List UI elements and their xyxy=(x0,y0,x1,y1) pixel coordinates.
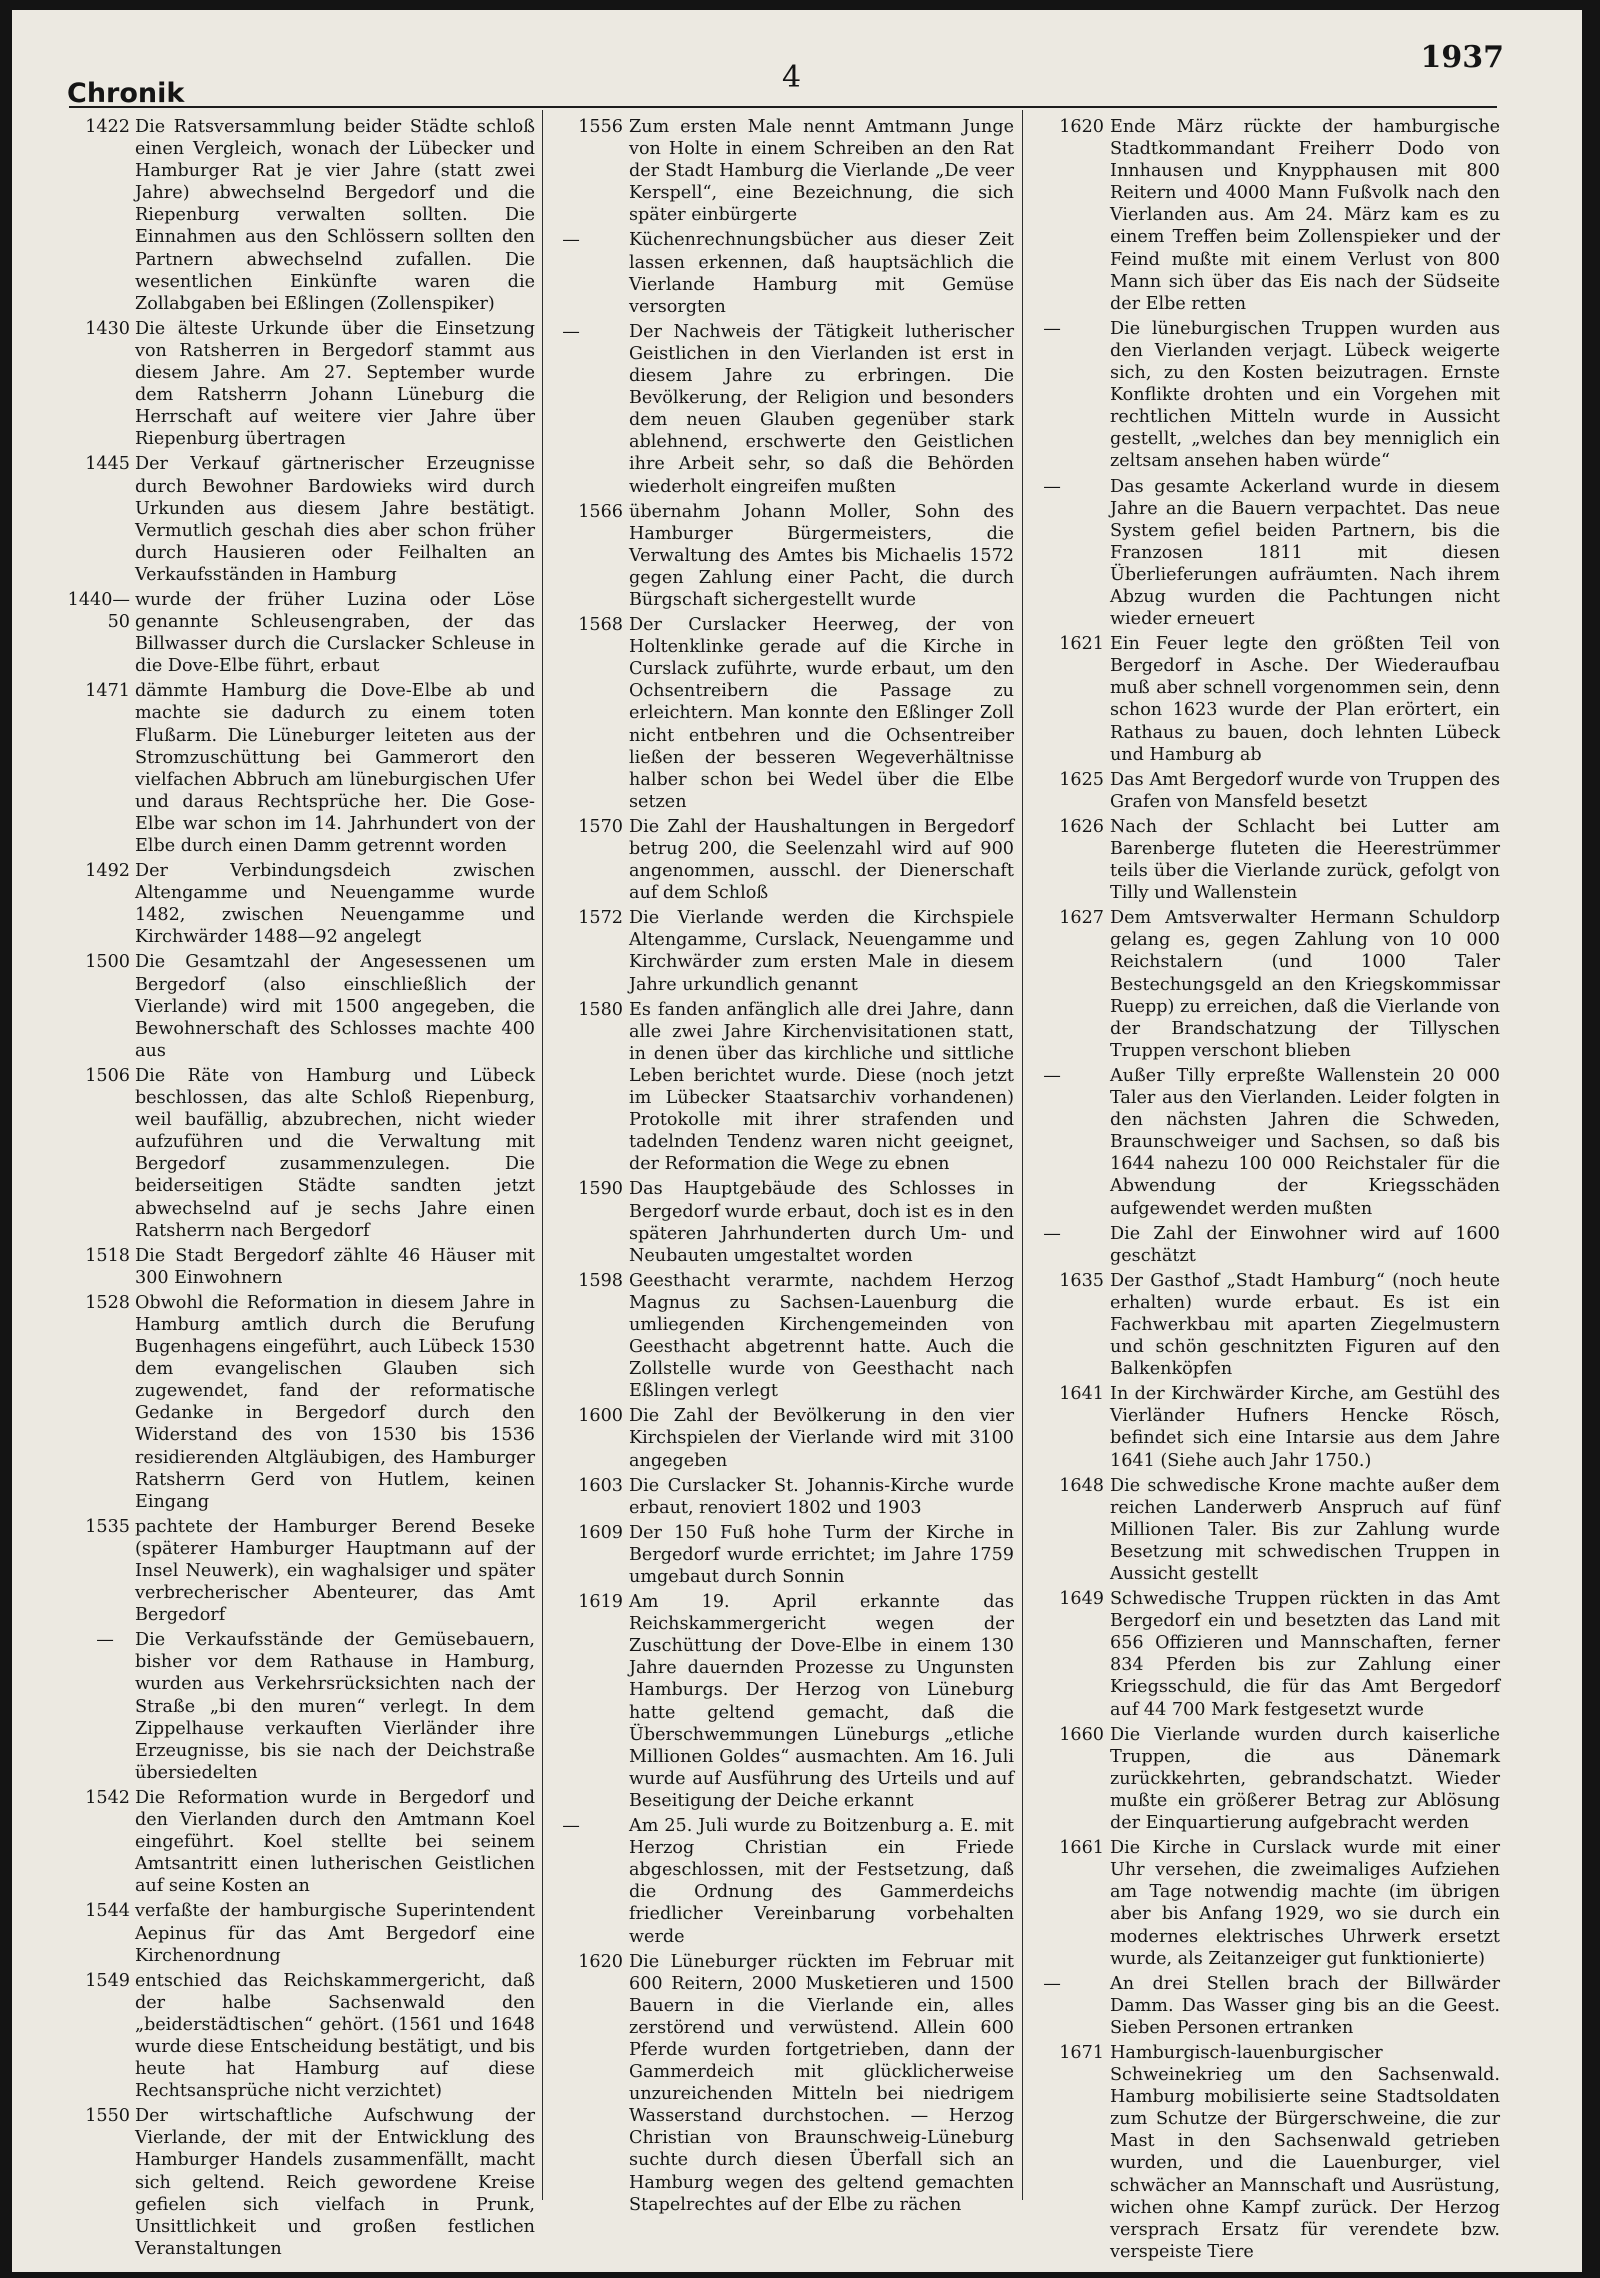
chronicle-entry xyxy=(549,1475,1014,1519)
entry-text: Nach der Schlacht bei Lutter am Barenberge fluteten die Heerestrümmer teils über die Vierlande zurück, gefolgt von Tilly und Wallenstein xyxy=(1110,816,1500,904)
chronicle-entry xyxy=(50,680,535,857)
entry-text: Die Gesamtzahl der Angesessenen um Bergedorf (also einschließlich der Vierlande) wird mit 1500 angegeben, die Bewohnerschaft des Schlosses machte 400 aus xyxy=(135,952,535,1061)
entry-text: Der wirtschaftliche Aufschwung der Vierlande, der mit der Entwicklung des Hamburger Handels zusammenfällt, macht sich geltend. Reich gewordene Kreise gefielen sich vielfach in Prunk, Unsittlichkeit und großen festlichen Veranstaltungen xyxy=(135,2106,535,2259)
entry-year: 1550 xyxy=(85,2106,130,2127)
entry-text: Die Reformation wurde in Bergedorf und den Vierlanden durch den Amtmann Koel eingeführt. Koel stellte bei seinem Amtsantritt einen lutherischen Geistlichen auf seine Kosten an xyxy=(135,1787,535,1897)
entry-text: Hamburgisch-lauenburgischer Schweinekrieg um den Sachsenwald. Hamburg mobilisierte seine Stadtsoldaten zum Schutze der Bürgerschweine, die zur Mast in den Sachsenwald getrieben wurden, und die Lauenburger, viel schwächer an Mannschaft und Ausrüstung, wichen ohne Kampf zurück. Der Herzog versprach Ersatz für verendete bzw. verspeiste Tiere xyxy=(1110,2042,1500,2262)
chronicle-entry xyxy=(1030,816,1500,904)
entry-year: 1660 xyxy=(1059,1724,1104,1745)
chronicle-entry xyxy=(549,1270,1014,1403)
chronicle-entry xyxy=(1030,2042,1500,2263)
entry-year: 1518 xyxy=(85,1245,130,1266)
chronicle-entry xyxy=(50,2105,535,2260)
chronicle-entry xyxy=(1030,1588,1500,1721)
entry-year: 1440—50 xyxy=(67,589,130,633)
chronicle-entry xyxy=(50,860,535,948)
chronicle-entry xyxy=(1030,633,1500,766)
chronicle-entry xyxy=(1030,1065,1500,1220)
entry-text: Die Verkaufsstände der Gemüsebauern, bisher vor dem Rathause in Hamburg, wurden aus Verkehrsrücksichten nach der Straße „bi den muren“ verlegt. In dem Zippelhause verkauften Vierländer ihre Erzeugnisse, bis sie nach der Deichstraße übersiedelten xyxy=(135,1630,535,1783)
chronicle-entry xyxy=(1030,1223,1500,1267)
chronicle-entry xyxy=(549,1815,1014,1948)
entry-year: — xyxy=(562,1816,580,1837)
entry-year: 1570 xyxy=(578,816,623,837)
column-divider xyxy=(542,110,543,2200)
chronicle-entry xyxy=(1030,116,1500,315)
entry-year: 1544 xyxy=(85,1901,130,1922)
chronicle-entry xyxy=(1030,1270,1500,1380)
entry-text: Zum ersten Male nennt Amtmann Junge von Holte in einem Schreiben an den Rat der Stadt Hamburg die Vierlande „De veer Kerspell“, eine Bezeichnung, die sich später einbürgerte xyxy=(629,117,1014,226)
entry-text: Der Curslacker Heerweg, der von Holtenklinke gerade auf die Kirche in Curslack zuführte, wurde erbaut, um den Ochsentreibern die Passage zu erleichtern. Man konnte den Eßlinger Zoll nicht entbehren und die Ochsentreiber ließen der besseren Wegeverhältnisse halber schon bei Wedel über die Elbe setzen xyxy=(629,615,1014,812)
entry-year: 1422 xyxy=(85,117,130,137)
chronicle-entry xyxy=(50,1629,535,1784)
entry-text: Der 150 Fuß hohe Turm der Kirche in Bergedorf wurde errichtet; im Jahre 1759 umgebaut durch Sonnin xyxy=(629,1522,1014,1587)
column-2 xyxy=(549,116,1014,2219)
entry-text: Die schwedische Krone machte außer dem reichen Landerwerb Anspruch auf fünf Millionen Taler. Bis zur Zahlung wurde Besetzung mit schwedischen Truppen in Aussicht gestellt xyxy=(1110,1475,1500,1584)
entry-year: 1620 xyxy=(1059,117,1104,137)
page-number: 4 xyxy=(782,60,802,95)
chronicle-entry xyxy=(50,453,535,586)
chronicle-entry xyxy=(1030,1475,1500,1585)
chronicle-entry xyxy=(549,907,1014,995)
entry-text: Küchenrechnungsbücher aus dieser Zeit lassen erkennen, daß hauptsächlich die Vierlande Hamburg mit Gemüse versorgten xyxy=(629,230,1014,317)
entry-year: — xyxy=(562,230,580,251)
entry-year: 1500 xyxy=(85,952,130,973)
column-divider xyxy=(1022,110,1023,2200)
entry-text: übernahm Johann Moller, Sohn des Hamburger Bürgermeisters, die Verwaltung des Amtes bis Michaelis 1572 gegen Zahlung einer Pacht, die durch Bürgschaft sichergestellt wurde xyxy=(629,501,1014,610)
entry-text: Die Zahl der Bevölkerung in den vier Kirchspielen der Vierlande wird mit 3100 angegeben xyxy=(629,1406,1014,1471)
section-title: Chronik xyxy=(67,78,185,109)
chronicle-entry xyxy=(549,1405,1014,1471)
entry-year: 1627 xyxy=(1059,908,1104,929)
year-heading: 1937 xyxy=(1420,40,1504,75)
chronicle-entry xyxy=(50,1245,535,1289)
chronicle-entry xyxy=(1030,1973,1500,2039)
entry-text: Dem Amtsverwalter Hermann Schuldorp gelang es, gegen Zahlung von 10 000 Reichstalern (und 1000 Taler Bestechungsgeld an den Kriegskommissar Ruepp) zu erreichen, daß die Vierlande von der Brandschatzung der Tillyschen Truppen verschont blieben xyxy=(1110,908,1500,1061)
chronicle-entry xyxy=(50,1065,535,1242)
chronicle-entry xyxy=(50,951,535,1061)
entry-text: Das gesamte Ackerland wurde in diesem Jahre an die Bauern verpachtet. Das neue System gefiel beiden Partnern, bis die Franzosen 1811 mit diesen Überlieferungen aufräumten. Nach ihrem Abzug wurden die Pachtungen nicht wieder erneuert xyxy=(1110,476,1500,630)
entry-year: 1492 xyxy=(85,861,130,882)
entry-year: 1568 xyxy=(578,615,623,636)
entry-text: Der Verkauf gärtnerischer Erzeugnisse durch Bewohner Bardowieks wird durch Urkunden aus diesem Jahre bestätigt. Vermutlich geschah dies aber schon früher durch Hausieren oder Feilhalten an Verkaufsständen in Hamburg xyxy=(135,454,535,585)
chronicle-entry xyxy=(1030,1837,1500,1970)
chronicle-entry xyxy=(50,1970,535,2103)
entry-year: 1635 xyxy=(1059,1270,1104,1291)
entry-year: 1598 xyxy=(578,1270,623,1291)
entry-text: wurde der früher Luzina oder Löse genannte Schleusengraben, der das Billwasser durch die Curslacker Schleuse in die Dove-Elbe führt, erbaut xyxy=(135,589,535,677)
chronicle-entry xyxy=(50,1516,535,1626)
entry-year: 1566 xyxy=(578,501,623,522)
entry-text: Der Nachweis der Tätigkeit lutherischer Geistlichen in den Vierlanden ist erst in diesem Jahre zu erbringen. Die Bevölkerung, der Religion und besonders dem neuen Glauben gegenüber stark ablehnend, erschwerte den Geistlichen ihre Arbeit sehr, so daß die Behörden wiederholt eingreifen mußten xyxy=(629,321,1014,497)
chronicle-entry xyxy=(50,1292,535,1513)
chronicle-entry xyxy=(549,229,1014,317)
page-header xyxy=(67,38,1504,109)
header-rule xyxy=(69,106,1497,108)
entry-text: Obwohl die Reformation in diesem Jahre in Hamburg amtlich durch die Berufung Bugenhagens eingeführt, auch Lübeck 1530 dem evangelischen Glauben sich zugewendet, fand der reformatische Gedanke in Bergedorf durch den Widerstand des von 1530 bis 1536 residierenden Altgläubigen, des Hamburger Ratsherrn Gerd von Hutlem, keinen Eingang xyxy=(135,1292,535,1512)
chronicle-entry xyxy=(549,1951,1014,2216)
entry-year: — xyxy=(96,1630,114,1651)
entry-year: 1580 xyxy=(578,999,623,1020)
entry-year: 1671 xyxy=(1059,2042,1104,2063)
chronicle-entry xyxy=(1030,1724,1500,1834)
entry-text: An drei Stellen brach der Billwärder Damm. Das Wasser ging bis an die Geest. Sieben Personen ertranken xyxy=(1110,1973,1500,2038)
chronicle-entry xyxy=(549,1522,1014,1588)
entry-year: 1600 xyxy=(578,1406,623,1427)
chronicle-entry xyxy=(549,614,1014,813)
entry-text: Schwedische Truppen rückten in das Amt Bergedorf ein und besetzten das Land mit 656 Offizieren und Mannschaften, ferner 834 Pferden bis zur Zahlung einer Kriegsschuld, die für das Amt Bergedorf auf 44 700 Mark festgesetzt wurde xyxy=(1110,1589,1500,1720)
entry-text: Es fanden anfänglich alle drei Jahre, dann alle zwei Jahre Kirchenvisitationen statt, in denen über das kirchliche und sittliche Leben berichtet wurde. Diese (noch jetzt im Lübecker Staatsarchiv vorhandenen) Protokolle mit ihrer strafenden und tadelnden Tendenz waren nicht geeignet, der Reformation die Wege zu ebnen xyxy=(629,999,1014,1175)
entry-text: Das Hauptgebäude des Schlosses in Bergedorf wurde erbaut, doch ist es in den späteren Jahrhunderten durch Um- und Neubauten umgestaltet worden xyxy=(629,1179,1014,1266)
entry-text: Am 19. April erkannte das Reichskammergericht wegen der Zuschüttung der Dove-Elbe in einem 130 Jahre dauernden Prozesse zu Ungunsten Hamburgs. Der Herzog von Lüneburg hatte geltend gemacht, daß die Überschwemmungen Lüneburgs „etliche Millionen Goldes“ ausmachten. Am 16. Juli wurde auf Ausführung des Urteils und auf Beseitigung der Deiche erkannt xyxy=(629,1592,1014,1811)
chronicle-entry xyxy=(1030,1383,1500,1471)
entry-year: 1471 xyxy=(85,681,130,702)
newspaper-page xyxy=(12,10,1582,2272)
entry-year: 1648 xyxy=(1059,1475,1104,1496)
entry-text: Am 25. Juli wurde zu Boitzenburg a. E. mit Herzog Christian ein Friede abgeschlossen, mit der Festsetzung, daß die Ordnung des Gammerdeichs friedlicher Vereinbarung vorbehalten werde xyxy=(629,1816,1014,1947)
chronicle-entry xyxy=(1030,769,1500,813)
chronicle-entry xyxy=(1030,476,1500,631)
chronicle-entry xyxy=(549,816,1014,904)
entry-year: 1619 xyxy=(578,1592,623,1613)
entry-year: 1542 xyxy=(85,1787,130,1808)
entry-text: Die Vierlande wurden durch kaiserliche Truppen, die aus Dänemark zurückkehrten, gebrandschatzt. Wieder mußte ein größerer Betrag zur Ablösung der Einquartierung aufgebracht werden xyxy=(1110,1724,1500,1834)
entry-year: — xyxy=(1043,1973,1061,1994)
chronicle-entry xyxy=(549,501,1014,611)
entry-year: 1609 xyxy=(578,1522,623,1543)
chronicle-entry xyxy=(549,116,1014,226)
entry-text: Die Zahl der Haushaltungen in Bergedorf betrug 200, die Seelenzahl wird auf 900 angenommen, ausschl. der Dienerschaft auf dem Schloß xyxy=(629,816,1014,904)
entry-text: Die Stadt Bergedorf zählte 46 Häuser mit 300 Einwohnern xyxy=(135,1245,535,1288)
chronicle-entry xyxy=(1030,907,1500,1062)
entry-year: 1572 xyxy=(578,908,623,929)
entry-text: verfaßte der hamburgische Superintendent Aepinus für das Amt Bergedorf eine Kirchenordnung xyxy=(135,1901,535,1966)
chronicle-entry xyxy=(50,589,535,677)
entry-text: In der Kirchwärder Kirche, am Gestühl des Vierländer Hufners Hencke Rösch, befindet sich eine Intarsie aus dem Jahre 1641 (Siehe auch Jahr 1750.) xyxy=(1110,1384,1500,1471)
entry-text: entschied das Reichskammergericht, daß der halbe Sachsenwald den „beiderstädtischen“ gehört. (1561 und 1648 wurde diese Entscheidung bestätigt, und bis heute hat Hamburg auf diese Rechtsansprüche nicht verzichtet) xyxy=(135,1970,535,2102)
entry-year: 1506 xyxy=(85,1065,130,1086)
entry-text: Die Vierlande werden die Kirchspiele Altengamme, Curslack, Neuengamme und Kirchwärder zum ersten Male in diesem Jahre urkundlich genannt xyxy=(629,908,1014,995)
entry-year: 1626 xyxy=(1059,816,1104,837)
entry-year: 1649 xyxy=(1059,1589,1104,1610)
column-1 xyxy=(50,116,535,2263)
column-3 xyxy=(1030,116,1500,2266)
entry-text: Außer Tilly erpreßte Wallenstein 20 000 Taler aus den Vierlanden. Leider folgten in den nächsten Jahren die Schweden, Braunschweiger und Sachsen, so daß bis 1644 nahezu 100 000 Reichstaler für die Abwendung der Kriegsschäden aufgewendet werden mußten xyxy=(1110,1065,1500,1219)
entry-text: Die Lüneburger rückten im Februar mit 600 Reitern, 2000 Musketieren und 1500 Bauern in die Vierlande ein, alles zerstörend und verwüstend. Allein 600 Pferde wurden fortgetrieben, dann der Gammerdeich mit glücklicherweise unzureichenden Mitteln bei niedrigem Wasserstand durchstochen. — Herzog Christian von Braunschweig-Lüneburg suchte durch diesen Überfall sich an Hamburg wegen des geltend gemachten Stapelrechtes auf der Elbe zu rächen xyxy=(629,1951,1014,2215)
entry-text: Die Zahl der Einwohner wird auf 1600 geschätzt xyxy=(1110,1223,1500,1266)
chronicle-entry xyxy=(1030,318,1500,473)
entry-text: Das Amt Bergedorf wurde von Truppen des Grafen von Mansfeld besetzt xyxy=(1110,769,1500,812)
entry-text: Die Räte von Hamburg und Lübeck beschlossen, das alte Schloß Riepenburg, weil baufällig, abzubrechen, nicht wieder aufzuführen und die Verwaltung mit Bergedorf zusammenzulegen. Die beiderseitigen Städte sandten jetzt abwechselnd auf je sechs Jahre einen Ratsherrn nach Bergedorf xyxy=(135,1065,535,1241)
entry-text: Der Verbindungsdeich zwischen Altengamme und Neuengamme wurde 1482, zwischen Neuengamme und Kirchwärder 1488—92 angelegt xyxy=(135,861,535,948)
entry-year: 1430 xyxy=(85,318,130,339)
entry-year: 1445 xyxy=(85,454,130,475)
entry-year: 1603 xyxy=(578,1475,623,1496)
entry-year: — xyxy=(562,321,580,342)
entry-year: 1620 xyxy=(578,1951,623,1972)
chronicle-entry xyxy=(50,318,535,451)
entry-text: pachtete der Hamburger Berend Beseke (späterer Hamburger Hauptmann auf der Insel Neuwerk), ein waghalsiger und später verbrecherischer Abenteurer, das Amt Bergedorf xyxy=(135,1516,535,1626)
entry-text: Die Kirche in Curslack wurde mit einer Uhr versehen, die zweimaliges Aufziehen am Tage notwendig machte (im übrigen aber bis Anfang 1929, wo sie durch ein modernes elektrisches Uhrwerk ersetzt wurde, als Zeitanzeiger gut funktionierte) xyxy=(1110,1838,1500,1969)
entry-text: Die älteste Urkunde über die Einsetzung von Ratsherren in Bergedorf stammt aus diesem Jahre. Am 27. September wurde dem Ratsherrn Johann Lüneburg die Herrschaft auf weitere vier Jahre über Riepenburg übertragen xyxy=(135,318,535,450)
entry-text: Ein Feuer legte den größten Teil von Bergedorf in Asche. Der Wiederaufbau muß aber schnell vorgenommen sein, denn schon 1623 wurde der Plan erörtert, ein Rathaus zu bauen, doch lehnten Lübeck und Hamburg ab xyxy=(1110,634,1500,765)
entry-year: — xyxy=(1043,476,1061,497)
chronicle-entry xyxy=(50,1900,535,1966)
chronicle-entry xyxy=(50,1787,535,1897)
chronicle-entry xyxy=(549,1178,1014,1266)
entry-text: Ende März rückte der hamburgische Stadtkommandant Freiherr Dodo von Innhausen und Knypphausen mit 800 Reitern und 4000 Mann Fußvolk nach den Vierlanden aus. Am 24. März kam es zu einem Treffen beim Zollenspieker und der Feind mußte mit einem Verlust von 800 Mann sich über das Eis nach der Südseite der Elbe retten xyxy=(1110,117,1500,314)
entry-text: dämmte Hamburg die Dove-Elbe ab und machte sie dadurch zu einem toten Flußarm. Die Lüneburger leiteten aus der Stromzuschüttung bei Gammerort den vielfachen Abbruch am lüneburgischen Ufer und daraus Rechtsprüche her. Die Gose-Elbe war schon im 14. Jahrhundert von der Elbe durch einen Damm getrennt worden xyxy=(135,681,535,856)
entry-year: 1621 xyxy=(1059,634,1104,655)
entry-year: 1590 xyxy=(578,1179,623,1200)
entry-year: 1549 xyxy=(85,1970,130,1991)
entry-year: — xyxy=(1043,1223,1061,1244)
entry-text: Der Gasthof „Stadt Hamburg“ (noch heute erhalten) wurde erbaut. Es ist ein Fachwerkbau mit aparten Ziegelmustern und schön geschnitzten Figuren auf den Balkenköpfen xyxy=(1110,1270,1500,1380)
entry-year: 1528 xyxy=(85,1292,130,1313)
entry-year: 1535 xyxy=(85,1516,130,1537)
entry-text: Die Curslacker St. Johannis-Kirche wurde erbaut, renoviert 1802 und 1903 xyxy=(629,1475,1014,1518)
chronicle-entry xyxy=(50,116,535,315)
entry-year: 1625 xyxy=(1059,769,1104,790)
entry-year: — xyxy=(1043,318,1061,339)
chronicle-entry xyxy=(549,1591,1014,1812)
chronicle-entry xyxy=(549,321,1014,498)
entry-text: Die lüneburgischen Truppen wurden aus den Vierlanden verjagt. Lübeck weigerte sich, zu den Kosten beizutragen. Ernste Konflikte drohten und ein Vorgehen mit rechtlichen Mitteln wurde in Aussicht gestellt, „welches dan bey menniglich ein zeltsam ansehen haben würde“ xyxy=(1110,318,1500,472)
entry-text: Die Ratsversammlung beider Städte schloß einen Vergleich, wonach der Lübecker und Hamburger Rat je vier Jahre (statt zwei Jahre) abwechselnd Bergedorf und die Riepenburg verwalten sollten. Die Einnahmen aus den Schlössern sollten den Partnern abwechselnd zufallen. Die wesentlichen Einkünfte waren die Zollabgaben bei Eßlingen (Zollenspiker) xyxy=(135,117,535,314)
entry-year: — xyxy=(1043,1065,1061,1086)
chronicle-entry xyxy=(549,999,1014,1176)
entry-year: 1661 xyxy=(1059,1838,1104,1859)
entry-year: 1556 xyxy=(578,117,623,137)
entry-year: 1641 xyxy=(1059,1384,1104,1405)
entry-text: Geesthacht verarmte, nachdem Herzog Magnus zu Sachsen-Lauenburg die umliegenden Kirchengemeinden von Geesthacht abgetrennt hatte. Auch die Zollstelle wurde von Geesthacht nach Eßlingen verlegt xyxy=(629,1270,1014,1402)
